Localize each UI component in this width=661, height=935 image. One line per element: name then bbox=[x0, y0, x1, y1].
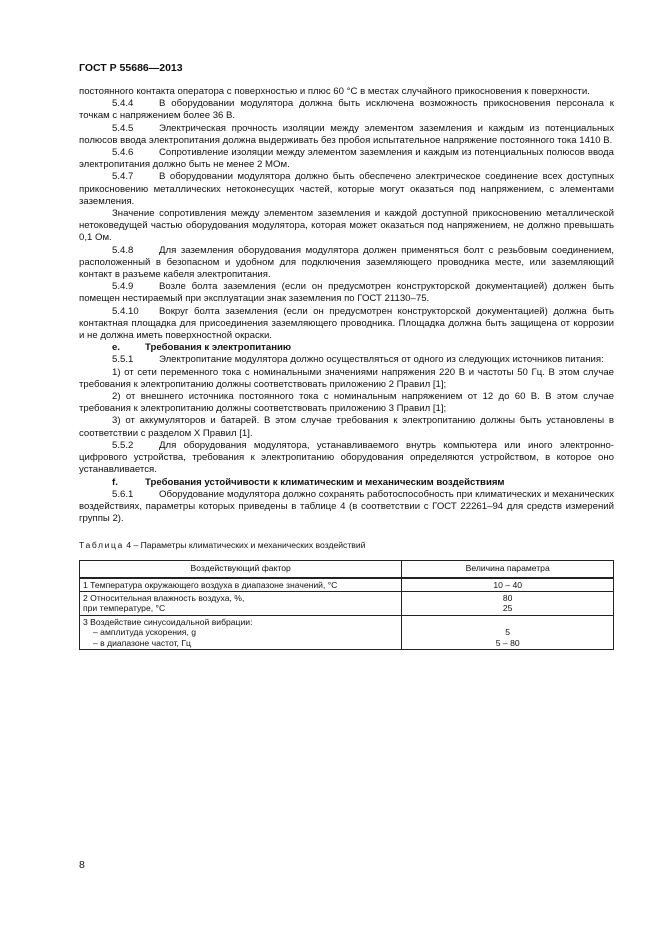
clause-text: Сопротивление изоляции между элементом заземления и каждым из потенциальных полюсов ввода электропитания должно быть не менее 2 МОм. bbox=[79, 147, 614, 171]
document-body bbox=[79, 86, 614, 650]
clause-number: 5.6.1 bbox=[112, 488, 134, 500]
section-title: Требования к электропитанию bbox=[145, 342, 292, 354]
section-heading-e bbox=[79, 342, 614, 354]
column-header: Воздействующий фактор bbox=[80, 560, 402, 578]
clause-5-4-6 bbox=[79, 147, 614, 171]
clause-5-4-8 bbox=[79, 245, 614, 282]
clause-text: Для заземления оборудования модулятора должен применяться болт с резьбовым соединением, расположенный в безопасном и удобном для подключения заземляющего проводника месте, или заземляющий контакт в разъеме кабеля электропитания. bbox=[79, 244, 614, 281]
clause-text: В оборудовании модулятора должно быть обеспечено электрическое соединение всех доступных прикосновению металлических нетоконесущих частей, которые могут оказаться под напряжением, с элементами заземления. bbox=[79, 171, 614, 207]
clause-text: Оборудование модулятора должно сохранять работоспособность при климатических и механических воздействиях, параметры которых приведены в таблице 4 (в соответствии с ГОСТ 22261–94 для средств измерений группы 2). bbox=[79, 488, 614, 525]
clause-5-6-1 bbox=[79, 489, 614, 526]
cell-line: 3 Воздействие синусоидальной вибрации: bbox=[83, 616, 253, 627]
cell-line: 5 bbox=[505, 627, 511, 638]
table-header-row bbox=[80, 560, 614, 578]
document-header: ГОСТ Р 55686—2013 bbox=[79, 62, 183, 74]
table-cell: 10 – 40 bbox=[402, 578, 614, 592]
clause-number: 5.4.7 bbox=[112, 171, 134, 183]
clause-number: 5.5.1 bbox=[112, 354, 134, 366]
clause-number: 5.4.8 bbox=[112, 244, 134, 256]
cell-line: при температуре, °С bbox=[83, 603, 166, 614]
clause-text: Возле болта заземления (если он предусмотрен конструкторской документацией) должен быть помещен нестираемый при эксплуатации знак заземления по ГОСТ 21130–75. bbox=[79, 281, 614, 305]
cell-line: 80 bbox=[502, 592, 513, 603]
clause-number: 5.4.6 bbox=[112, 147, 134, 159]
clause-number: 5.4.10 bbox=[112, 305, 139, 317]
table-caption bbox=[79, 539, 614, 551]
table-caption-word: Таблица bbox=[79, 540, 124, 551]
table-row bbox=[80, 615, 614, 649]
clause-5-4-10 bbox=[79, 306, 614, 343]
column-header: Величина параметра bbox=[402, 560, 614, 578]
section-title: Требования устойчивости к климатическим и механическим воздействиям bbox=[145, 476, 505, 488]
table-cell bbox=[402, 615, 614, 649]
table-cell bbox=[80, 615, 402, 649]
section-letter: e. bbox=[112, 342, 121, 354]
cell-line: 2 Относительная влажность воздуха, %, bbox=[83, 592, 245, 603]
clause-5-5-2 bbox=[79, 440, 614, 477]
clause-text: Вокруг болта заземления (если он предусмотрен конструкторской документацией) должна быть контактная площадка для присоединения заземляющего проводника. Площадка должна быть защищена от коррозии и не должна иметь поверхностной окраски. bbox=[79, 305, 614, 342]
table-row bbox=[80, 591, 614, 615]
cell-line: 25 bbox=[502, 603, 513, 614]
clause-text: Электропитание модулятора должно осуществляться от одного из следующих источников питания: bbox=[159, 354, 604, 366]
clause-number: 5.4.5 bbox=[112, 122, 134, 134]
section-letter: f. bbox=[112, 476, 118, 488]
clause-text: Электрическая прочность изоляции между элементом заземления и каждым из потенциальных полюсов ввода электропитания должна выдерживать без пробоя испытательное напряжение постоянного тока 1410 В. bbox=[79, 122, 614, 146]
parameters-table bbox=[79, 560, 614, 650]
table-row bbox=[80, 578, 614, 592]
clause-5-4-7 bbox=[79, 171, 614, 208]
list-item: 2) от внешнего источника постоянного тока с номинальным напряжением от 12 до 60 В. В этом случае требования к электропитанию должны соответствовать приложению 3 Правил [1]; bbox=[79, 391, 614, 415]
section-heading-f bbox=[79, 477, 614, 489]
clause-5-4-4 bbox=[79, 98, 614, 122]
list-item: 1) от сети переменного тока с номинальными значениями напряжения 220 В и частоты 50 Гц. В этом случае требования к электропитанию должны соответствовать приложению 2 Правил [1]; bbox=[79, 366, 614, 390]
clause-5-4-5 bbox=[79, 123, 614, 147]
cell-line: – в диапазоне частот, Гц bbox=[93, 637, 191, 648]
paragraph: постоянного контакта оператора с поверхностью и плюс 60 °С в местах случайного прикосновения к поверхности. bbox=[79, 86, 590, 97]
clause-text: В оборудовании модулятора должна быть исключена возможность прикосновения персонала к точкам с напряжением более 36 В. bbox=[79, 98, 614, 122]
clause-5-4-9 bbox=[79, 281, 614, 305]
clause-number: 5.4.9 bbox=[112, 281, 134, 293]
clause-number: 5.5.2 bbox=[112, 439, 134, 451]
table-cell bbox=[80, 591, 402, 615]
clause-5-5-1 bbox=[79, 354, 614, 366]
table-cell: 1 Температура окружающего воздуха в диапазоне значений, °С bbox=[80, 578, 402, 592]
page-number: 8 bbox=[79, 859, 85, 871]
list-item: 3) от аккумуляторов и батарей. В этом случае требования к электропитанию должны быть установлены в соответствии с разделом X Правил [1]. bbox=[79, 415, 614, 439]
table-caption-text: 4 – Параметры климатических и механических воздействий bbox=[126, 540, 366, 551]
cell-line: 5 – 80 bbox=[495, 637, 520, 648]
clause-text: Для оборудования модулятора, устанавливаемого внутрь компьютера или иного электронно-цифрового устройства, требования к электропитанию оборудования определяются устройством, в которое оно устанавливается. bbox=[79, 439, 614, 476]
cell-line bbox=[405, 617, 610, 627]
clause-number: 5.4.4 bbox=[112, 98, 134, 110]
cell-line: – амплитуда ускорения, g bbox=[93, 627, 196, 638]
table-cell bbox=[402, 591, 614, 615]
paragraph: Значение сопротивления между элементом заземления и каждой доступной прикосновению металлической нетоковедущей частью оборудования модулятора, которая может оказаться под напряжением, не должно превышать 0,1 Ом. bbox=[79, 208, 614, 244]
